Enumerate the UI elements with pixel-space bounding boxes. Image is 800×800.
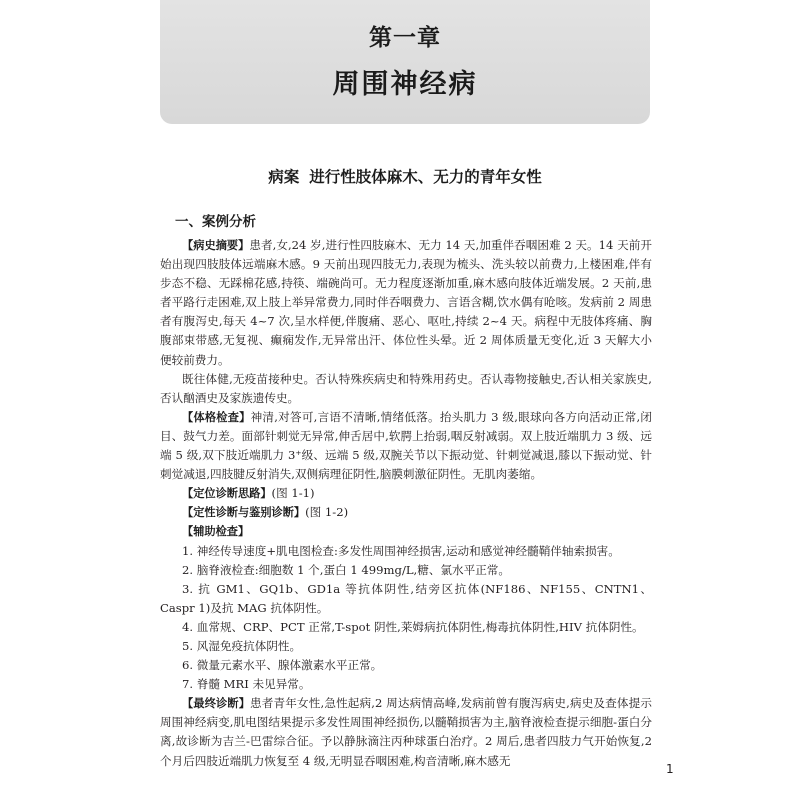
final-tag: 【最终诊断】	[182, 697, 251, 711]
aux-item: 3. 抗 GM1、GQ1b、GD1a 等抗体阴性,结旁区抗体(NF186、NF155、CNTN1、Caspr 1)及抗 MAG 抗体阴性。	[160, 581, 652, 615]
section-heading: 一、案例分析	[175, 214, 256, 230]
chapter-number: 第一章	[369, 25, 441, 51]
aux-item: 1. 神经传导速度+肌电图检查:多发性周围神经损害,运动和感觉神经髓鞘伴轴索损害。	[182, 543, 620, 558]
case-content	[160, 236, 652, 771]
localization-ref: (图 1-1)	[271, 486, 315, 501]
past-history-paragraph: 既往体健,无疫苗接种史。否认特殊疾病史和特殊用药史。否认毒物接触史,否认相关家族史,否认酗酒史及家族遗传史。	[160, 371, 652, 405]
chapter-title: 周围神经病	[332, 69, 478, 100]
case-label: 病案	[268, 168, 300, 186]
case-title-text: 进行性肢体麻木、无力的青年女性	[309, 168, 542, 186]
page-number: 1	[666, 762, 674, 776]
aux-item: 6. 微量元素水平、腺体激素水平正常。	[182, 658, 383, 673]
history-text: 患者,女,24 岁,进行性四肢麻木、无力 14 天,加重伴吞咽困难 2 天。14 天前开始出现四肢肢体远端麻木感。9 天前出现四肢无力,表现为梳头、洗头较以前费力,上楼困难,伴有步态不稳、无踩棉花感,持筷、端碗尚可。无力程度逐渐加重,麻木感向肢体近端发展。2 天前,患者平路行走困难,双上肢上举异常费力,同时伴吞咽费力、言语含糊,饮水偶有呛咳。发病前 2 周患者有腹泻史,每天 4~7 次,呈水样便,伴腹痛、恶心、呕吐,持续 2~4 天。病程中无肢体疼痛、胸腹部束带感,无复视、癫痫发作,无异常出汗、体位性头晕。近 2 周体质量无变化,近 3 天解大小便较前费力。	[160, 238, 652, 367]
auxiliary-tag: 【辅助检查】	[182, 525, 250, 539]
aux-item: 7. 脊髓 MRI 未见异常。	[182, 677, 311, 692]
auxiliary-paragraph	[160, 522, 652, 541]
qualitative-tag: 【定性诊断与鉴别诊断】	[182, 506, 306, 520]
aux-item: 2. 脑脊液检查:细胞数 1 个,蛋白 1 499mg/L,糖、氯水平正常。	[182, 562, 510, 577]
localization-tag: 【定位诊断思路】	[182, 487, 272, 501]
case-title	[160, 165, 650, 187]
final-paragraph	[160, 694, 652, 770]
qualitative-ref: (图 1-2)	[305, 505, 349, 520]
final-text: 患者青年女性,急性起病,2 周达病情高峰,发病前曾有腹泻病史,病史及查体提示周围神经病变,肌电图结果提示多发性周围神经损伤,以髓鞘损害为主,脑脊液检查提示细胞-蛋白分离,故诊断为吉兰-巴雷综合征。予以静脉滴注丙种球蛋白治疗。2 周后,患者四肢力气开始恢复,2 个月后四肢近端肌力恢复至 4 级,无明显吞咽困难,构音清晰,麻木感无	[160, 696, 652, 768]
chapter-header	[160, 0, 650, 124]
exam-tag: 【体格检查】	[182, 410, 251, 424]
localization-paragraph	[160, 484, 652, 503]
aux-item: 4. 血常规、CRP、PCT 正常,T-spot 阴性,莱姆病抗体阴性,梅毒抗体阴性,HIV 抗体阴性。	[182, 619, 644, 634]
exam-text: 神清,对答可,言语不清晰,情绪低落。抬头肌力 3 级,眼球向各方向活动正常,闭目、鼓气力差。面部针刺觉无异常,伸舌居中,软腭上抬弱,咽反射减弱。双上肢近端肌力 3 级、远端 5 级,双下肢近端肌力 3⁺级、远端 5 级,双腕关节以下振动觉、针刺觉减退,膝以下振动觉、针刺觉减退,四肢腱反射消失,双侧病理征阴性,脑膜刺激征阴性。无肌肉萎缩。	[160, 409, 652, 482]
exam-paragraph	[160, 408, 652, 484]
history-paragraph	[160, 236, 652, 370]
aux-item: 5. 风湿免疫抗体阴性。	[182, 638, 302, 653]
history-tag: 【病史摘要】	[182, 239, 250, 252]
qualitative-paragraph	[160, 503, 652, 522]
